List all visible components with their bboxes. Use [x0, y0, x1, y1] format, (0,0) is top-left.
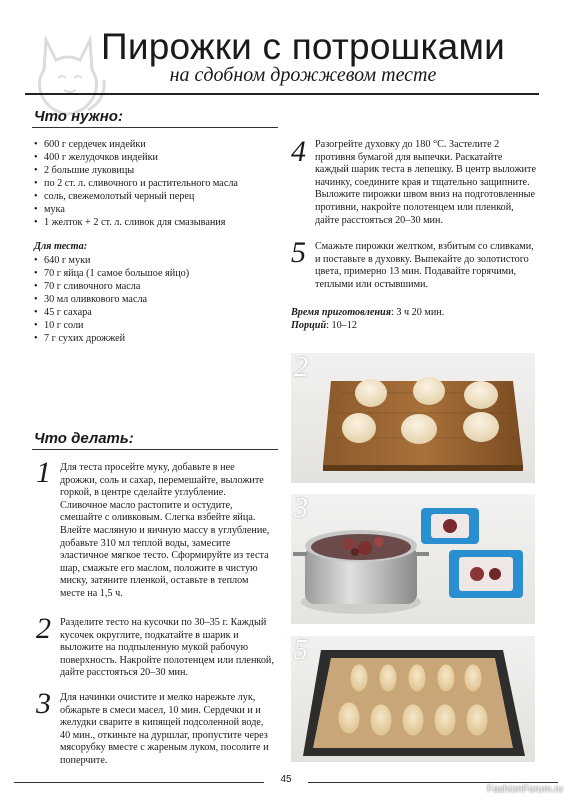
dough-balls-image [291, 353, 535, 483]
footer-divider-left [14, 782, 264, 783]
step-1 [36, 462, 274, 601]
portions-label: Порций [291, 320, 327, 331]
watermark: FashionForum.ru [486, 784, 563, 795]
step-number: 1 [36, 456, 51, 489]
photo-step-label: 3 [294, 494, 308, 524]
photo-dough-balls [291, 353, 535, 483]
step-number: 4 [291, 135, 306, 168]
step-text: Разогрейте духовку до 180 °С. Застелите 2 противня бумагой для выпечки. Раскатайте каждый шарик теста в лепешку. В центр выложите начинку, соедините края и тщательно защипните. Выложите пирожки швом вниз на подготовленные противни, накройте полотенцем или пленкой, дайте расстояться 20–30 мин. [315, 139, 536, 226]
photo-step-label: 2 [294, 353, 308, 383]
photo-step-label: 5 [294, 636, 308, 666]
portions [291, 319, 536, 332]
step-text: Смажьте пирожки желтком, взбитым со сливками, и поставьте в духовку. Выпекайте до золотистого цвета, примерно 13 мин. Подавайте горячими, теплыми или остывшими. [315, 241, 534, 290]
list-item: • 1 желток + 2 ст. л. сливок для смазывания [34, 216, 284, 229]
method-heading: Что делать: [34, 430, 134, 447]
step-5 [291, 241, 536, 291]
list-item: • 600 г сердечек индейки [34, 138, 284, 151]
list-item: • мука [34, 203, 284, 216]
page-title: Пирожки с потрошками [101, 26, 505, 67]
photo-baking-tray [291, 636, 535, 762]
list-item: • 45 г сахара [34, 306, 284, 319]
list-item: • 10 г соли [34, 319, 284, 332]
page-subtitle: на сдобном дрожжевом тесте [169, 64, 437, 86]
baking-tray-image [291, 636, 535, 762]
list-item: • по 2 ст. л. сливочного и растительного масла [34, 177, 284, 190]
footer-divider-right [308, 782, 558, 783]
list-item: • 70 г сливочного масла [34, 280, 284, 293]
step-number: 5 [291, 236, 306, 269]
header-divider [25, 93, 539, 95]
time-value: : 3 ч 20 мин. [390, 307, 445, 318]
time-label: Время приготовления [291, 307, 391, 318]
giblets-image [291, 494, 535, 624]
list-item: • соль, свежемолотый черный перец [34, 190, 284, 203]
method-divider [32, 449, 278, 450]
step-2 [36, 617, 274, 680]
step-number: 2 [36, 612, 51, 645]
step-4 [291, 135, 536, 227]
step-number: 3 [36, 687, 51, 720]
dough-list [34, 254, 284, 345]
portions-value: : 10–12 [326, 320, 357, 331]
ingredients-list [34, 138, 284, 229]
photo-giblets [291, 494, 535, 624]
list-item: • 400 г желудочков индейки [34, 151, 284, 164]
list-item: • 7 г сухих дрожжей [34, 332, 284, 345]
step-3 [36, 692, 274, 768]
list-item: • 70 г яйца (1 самое большое яйцо) [34, 267, 284, 280]
step-text: Для теста просейте муку, добавьте в нее дрожжи, соль и сахар, перемешайте, выложите горкой, в центре сделайте углубление. Сливочное масло растопите и остудите, смешайте с оливковым. Слегка взбейте яйца. Влейте масляную и яичную массу в углубление, добавьте 310 мл теплой воды, замесите эластичное мягкое тесто. Сформируйте из теста шар, смажьте его маслом, положите в чистую миску, затяните пленкой, оставьте в теплом месте на 1,5 ч. [60, 462, 270, 599]
list-item: • 2 большие луковицы [34, 164, 284, 177]
page-number: 45 [280, 774, 292, 785]
list-item: • 30 мл оливкового масла [34, 293, 284, 306]
cooking-time [291, 306, 536, 319]
ingredients-heading: Что нужно: [34, 108, 123, 125]
ingredients-divider [32, 127, 278, 128]
dough-heading: Для теста: [34, 241, 88, 252]
page-footer [0, 770, 571, 800]
step-text: Разделите тесто на кусочки по 30–35 г. Каждый кусочек округлите, подкатайте в шарик и выложите на подпыленную мукой рабочую поверхность. Накройте полотенцем или пленкой, дайте расстояться 20–30 мин. [60, 617, 274, 679]
step-text: Для начинки очистите и мелко нарежьте лук, обжарьте в смеси масел, 10 мин. Сердечки и и желудки сварите в кипящей подсоленной воде, 40 мин., откиньте на дуршлаг, пропустите через мясорубку вместе с жареным луком, посолите и поперчите. [60, 692, 269, 766]
list-item: • 640 г муки [34, 254, 284, 267]
